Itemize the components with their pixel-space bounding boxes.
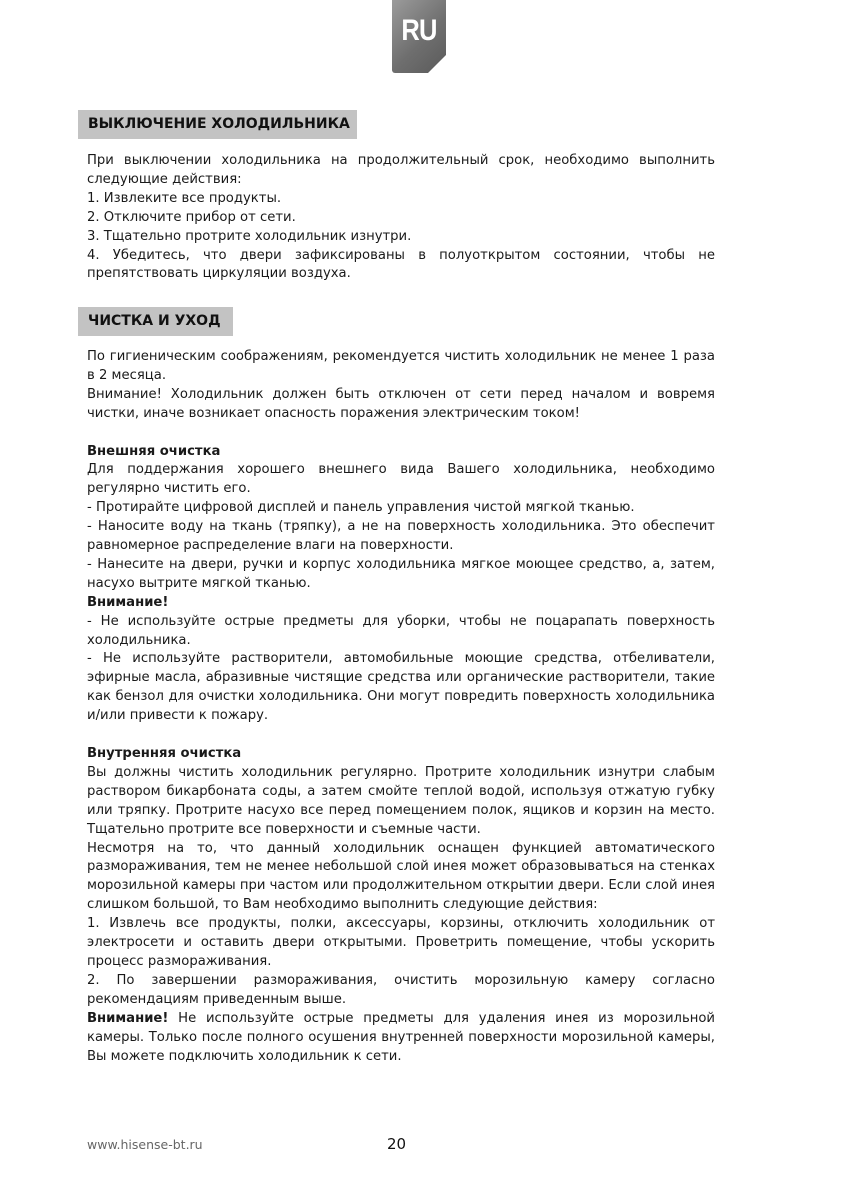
- section-heading-switch-off: [78, 110, 357, 139]
- list-item: - Нанесите на двери, ручки и корпус холодильника мягкое моющее средство, а, затем, насухо вытрите мягкой тканью.: [87, 556, 715, 591]
- list-item: 1. Извлечь все продукты, полки, аксессуары, корзины, отключить холодильник от электросети и оставить двери открытыми. Проветрить помещение, чтобы ускорить процесс размораживания.: [87, 916, 715, 969]
- footer-website: www.hisense-bt.ru: [87, 1137, 203, 1152]
- warning-paragraph: [87, 1010, 715, 1067]
- warning-label: Внимание!: [87, 1010, 169, 1026]
- list-item: 2. Отключите прибор от сети.: [87, 209, 296, 225]
- paragraph: Несмотря на то, что данный холодильник оснащен функцией автоматического размораживания, тем не менее небольшой слой инея может образовываться на стенках морозильной камеры при частом или продолжительном открытии двери. Если слой инея слишком большой, то Вам необходимо выполнить следующие действия:: [87, 840, 715, 913]
- paragraph: При выключении холодильника на продолжительный срок, необходимо выполнить следующие действия:: [87, 153, 715, 187]
- section-switch-off-body: [87, 152, 715, 284]
- paragraph: Внимание! Холодильник должен быть отключен от сети перед началом и вовремя чистки, иначе возникает опасность поражения электрическим током!: [87, 386, 715, 421]
- list-item: 3. Тщательно протрите холодильник изнутри.: [87, 228, 412, 244]
- subheading: Внешняя очистка: [87, 443, 221, 459]
- list-item: - Не используйте острые предметы для уборки, чтобы не поцарапать поверхность холодильника.: [87, 613, 715, 648]
- language-code: RU: [401, 14, 437, 47]
- paragraph: По гигиеническим соображениям, рекомендуется чистить холодильник не менее 1 раза в 2 месяца.: [87, 349, 715, 383]
- section-heading-text: ЧИСТКА И УХОД: [88, 313, 221, 329]
- language-badge: [392, 0, 446, 73]
- section-cleaning-body: [87, 348, 715, 1066]
- paragraph: Для поддержания хорошего внешнего вида Вашего холодильника, необходимо регулярно чистить его.: [87, 462, 715, 497]
- list-item: - Наносите воду на ткань (тряпку), а не на поверхность холодильника. Это обеспечит равномерное распределение влаги на поверхности.: [87, 519, 715, 554]
- page-curl: [428, 55, 446, 73]
- list-item: - Протирайте цифровой дисплей и панель управления чистой мягкой тканью.: [87, 500, 635, 516]
- list-item: 2. По завершении размораживания, очистить морозильную камеру согласно рекомендациям приведенным выше.: [87, 972, 715, 1007]
- list-item: 1. Извлеките все продукты.: [87, 190, 282, 206]
- paragraph: Вы должны чистить холодильник регулярно. Протрите холодильник изнутри слабым раствором бикарбоната соды, а затем смойте теплой водой, используя отжатую губку или тряпку. Протрите насухо все перед помещением полок, ящиков и корзин на место. Тщательно протрите все поверхности и съемные части.: [87, 764, 715, 837]
- section-heading-text: ВЫКЛЮЧЕНИЕ ХОЛОДИЛЬНИКА: [88, 116, 350, 132]
- warning-heading: Внимание!: [87, 594, 169, 610]
- section-heading-cleaning: [78, 307, 233, 336]
- warning-text: Не используйте острые предметы для удаления инея из морозильной камеры. Только после полного осушения внутренней поверхности морозильной камеры, Вы можете подключить холодильник к сети.: [87, 1010, 715, 1064]
- page-number: 20: [387, 1135, 407, 1153]
- list-item: 4. Убедитесь, что двери зафиксированы в полуоткрытом состоянии, чтобы не препятствовать циркуляции воздуха.: [87, 247, 715, 282]
- subheading: Внутренняя очистка: [87, 746, 242, 761]
- list-item: - Не используйте растворители, автомобильные моющие средства, отбеливатели, эфирные масла, абразивные чистящие средства или органические растворители, такие как бензол для очистки холодильника. Они могут повредить поверхность холодильника и/или привести к пожару.: [87, 651, 715, 724]
